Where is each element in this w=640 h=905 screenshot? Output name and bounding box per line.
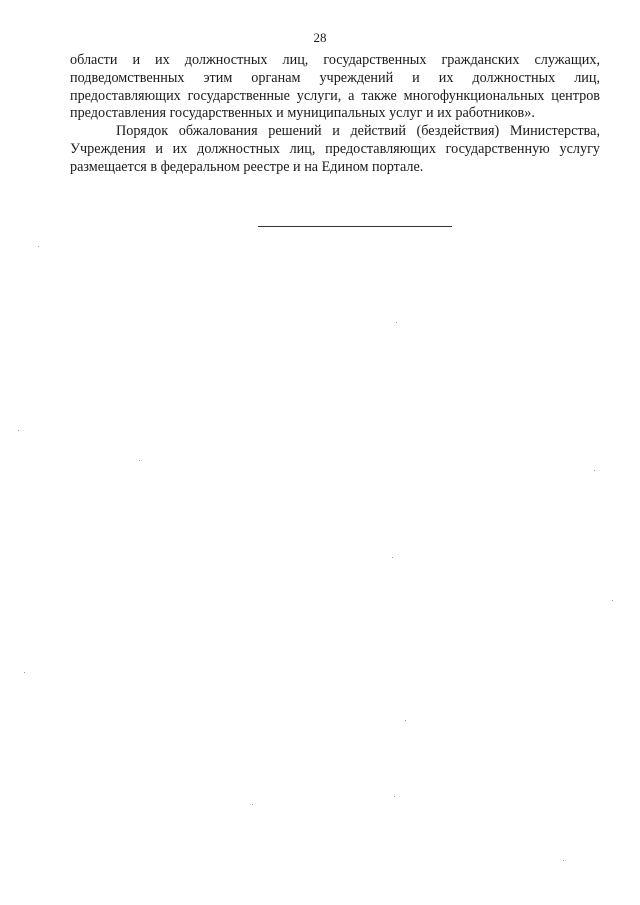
scan-speck (38, 246, 39, 247)
scan-speck (18, 430, 19, 431)
scan-speck (24, 672, 25, 673)
paragraph-appeal-procedure: Порядок обжалования решений и действий (бездействия) Министерства, Учреждения и их должностных лиц, предоставляющих государственную услугу размещается в федеральном реестре и на Едином портале. (70, 123, 600, 175)
paragraph-appeal-subjects: области и их должностных лиц, государственных гражданских служащих, подведомственных этим органам учреждений и их должностных лиц, предоставляющих государственные услуги, а также многофункциональных центров предоставления государственных и муниципальных услуг и их работников». (70, 52, 600, 122)
scan-speck (612, 600, 613, 601)
scan-speck (252, 804, 253, 805)
scan-speck (563, 860, 564, 861)
scan-speck (405, 720, 406, 721)
scan-speck (139, 460, 140, 461)
page-number: 28 (313, 30, 327, 45)
end-separator-line (258, 226, 452, 227)
scan-speck (394, 796, 395, 797)
body-text (70, 52, 600, 177)
scan-speck (396, 322, 397, 323)
scan-speck (594, 470, 595, 471)
scan-speck (392, 557, 393, 558)
